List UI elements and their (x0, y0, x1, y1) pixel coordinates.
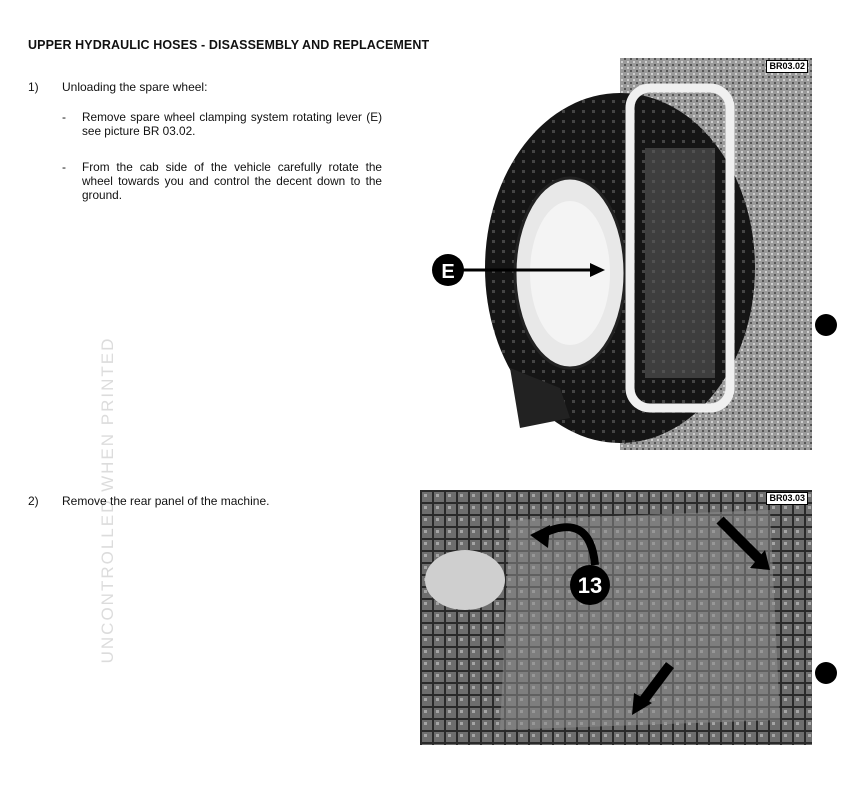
figure-label: BR03.03 (766, 492, 808, 505)
step-1-bullet-1: Remove spare wheel clamping system rotating lever (E) see picture BR 03.02. (82, 110, 382, 138)
rear-panel-illustration (420, 490, 812, 745)
step-2-number: 2) (28, 494, 39, 508)
page-title: UPPER HYDRAULIC HOSES - DISASSEMBLY AND REPLACEMENT (28, 38, 430, 52)
bullet-marker: - (62, 110, 66, 124)
step-1-text: Unloading the spare wheel: (62, 80, 208, 94)
callout-label: E (441, 261, 455, 283)
callout-label: 13 (577, 573, 603, 598)
step-1-bullet-2: From the cab side of the vehicle carefully rotate the wheel towards you and control the decent down to the ground. (82, 160, 382, 202)
rear-panel-photo (420, 490, 812, 745)
step-2-text: Remove the rear panel of the machine. (62, 494, 270, 508)
watermark-text: UNCONTROLLED WHEN PRINTED (98, 336, 117, 664)
figure-label: BR03.02 (766, 60, 808, 73)
margin-dot (815, 314, 837, 336)
step-1-number: 1) (28, 80, 39, 94)
margin-dot (815, 662, 837, 684)
spare-wheel-photo (420, 58, 812, 450)
bullet-marker: - (62, 160, 66, 174)
spare-wheel-illustration (420, 58, 812, 450)
